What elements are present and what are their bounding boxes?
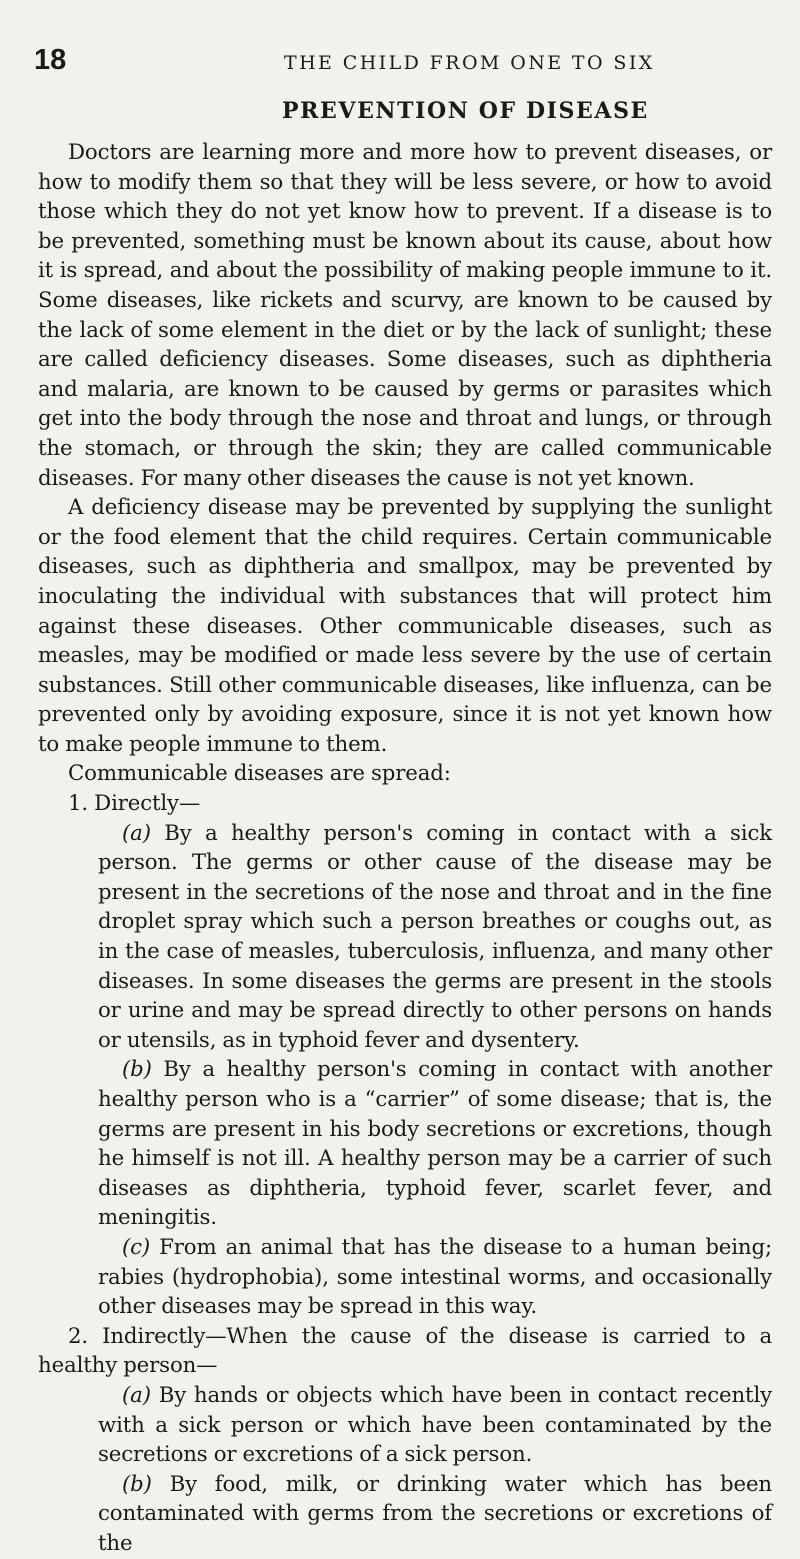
list-subitem-1b	[38, 1055, 772, 1233]
list-item-indirectly: 2. Indirectly—When the cause of the disease is carried to a healthy person—	[38, 1323, 772, 1379]
list-subitem-1c	[38, 1233, 772, 1322]
subitem-text: From an animal that has the disease to a human being; rabies (hydrophobia), some intestinal worms, and occasionally other diseases may be spread in this way.	[98, 1234, 772, 1320]
subitem-marker: (b)	[122, 1471, 152, 1497]
running-head	[34, 44, 772, 84]
list-subitem-2b	[38, 1470, 772, 1559]
subitem-marker: (b)	[122, 1057, 152, 1083]
subitem-marker: (c)	[122, 1234, 151, 1260]
body-text	[38, 138, 772, 1559]
subitem-text: By food, milk, or drinking water which has been contaminated with germs from the secretions or excretions of the	[98, 1471, 772, 1556]
list-subitem-2a	[38, 1381, 772, 1470]
subitem-marker: (a)	[122, 820, 151, 846]
paragraph-spread-intro: Communicable diseases are spread:	[68, 761, 451, 787]
subitem-text: By hands or objects which have been in contact recently with a sick person or which have been contaminated by the secretions or excretions of a sick person.	[98, 1382, 772, 1468]
paragraph-prevention: A deficiency disease may be prevented by supplying the sunlight or the food element that the child requires. Certain communicable diseases, such as diphtheria and smallpox, may be prevented by inoculating the individual with substances that will protect him against these diseases. Other communicable diseases, such as measles, may be modified or made less severe by the use of certain substances. Still other communicable diseases, like influenza, can be prevented only by avoiding exposure, since it is not yet known how to make people immune to them.	[38, 495, 772, 757]
section-title: PREVENTION OF DISEASE	[282, 98, 649, 124]
list-subitem-1a	[38, 819, 772, 1056]
subitem-marker: (a)	[122, 1382, 151, 1408]
running-title: THE CHILD FROM ONE TO SIX	[284, 52, 655, 74]
page-number: 18	[34, 44, 67, 76]
subitem-text: By a healthy person's coming in contact with another healthy person who is a “carrier” of some disease; that is, the germs are present in his body secretions or excretions, though he himself is not ill. A healthy person may be a carrier of such diseases as diphtheria, typhoid fever, scarlet fever, and meningitis.	[98, 1057, 772, 1231]
paragraph-causes: Doctors are learning more and more how to prevent diseases, or how to modify them so that they will be less severe, or how to avoid those which they do not yet know how to prevent. If a disease is to be prevented, something must be known about its cause, about how it is spread, and about the possibility of making people immune to it. Some diseases, like rickets and scurvy, are known to be caused by the lack of some element in the diet or by the lack of sunlight; these are called deficiency diseases. Some diseases, such as diphtheria and malaria, are known to be caused by germs or parasites which get into the body through the nose and throat and lungs, or through the stomach, or through the skin; they are called communicable diseases. For many other diseases the cause is not yet known.	[38, 140, 772, 491]
list-item-directly: 1. Directly—	[68, 791, 201, 817]
subitem-text: By a healthy person's coming in contact with a sick person. The germs or other cause of the disease may be present in the secretions of the nose and throat and in the fine droplet spray which such a person breathes or coughs out, as in the case of measles, tuberculosis, influenza, and many other diseases. In some diseases the germs are present in the stools or urine and may be spread directly to other persons on hands or utensils, as in typhoid fever and dysentery.	[98, 820, 772, 1053]
